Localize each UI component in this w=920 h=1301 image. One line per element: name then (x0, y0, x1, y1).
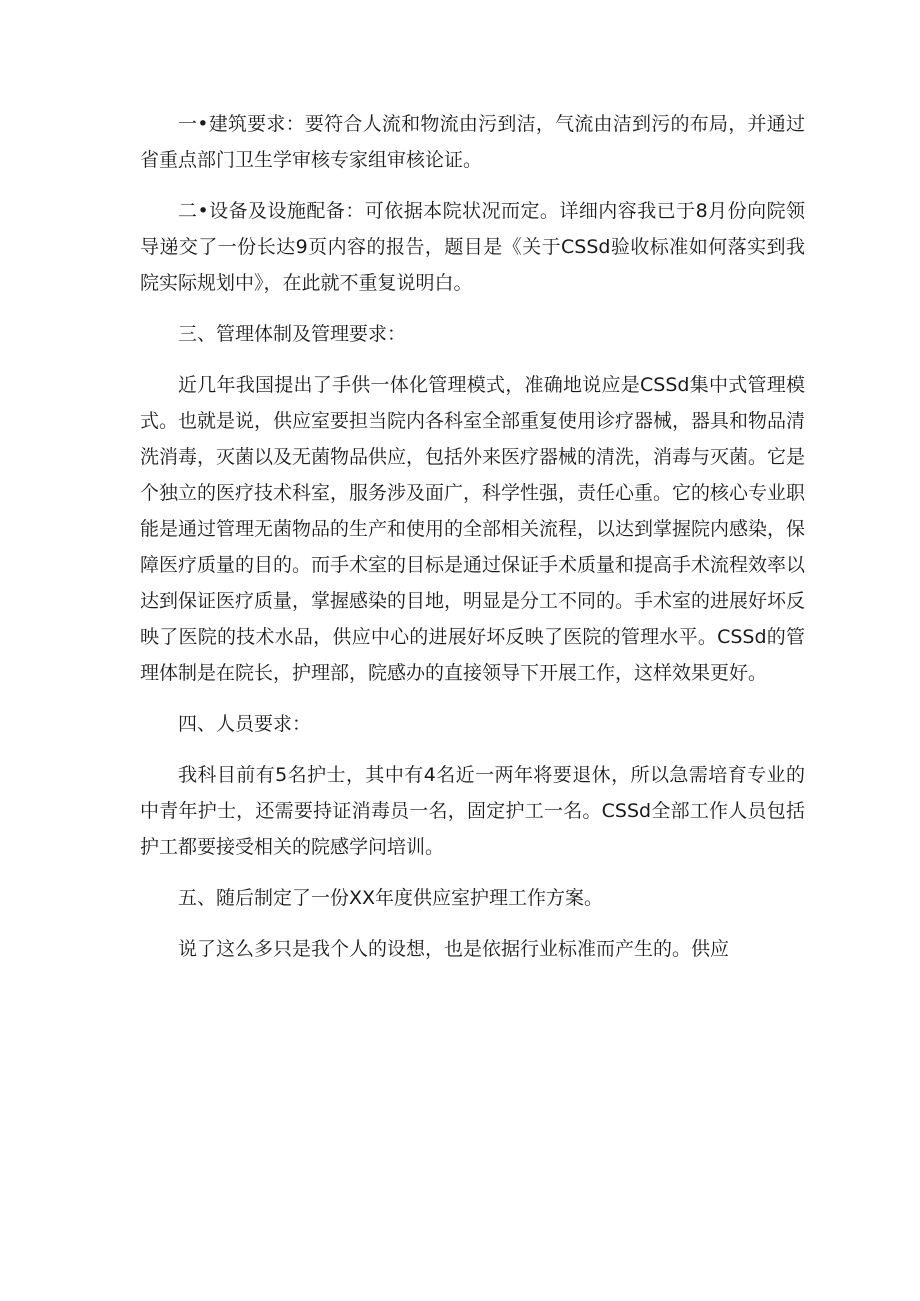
paragraph-building-requirements: 一•建筑要求：要符合人流和物流由污到洁，气流由洁到污的布局，并通过省重点部门卫生学审核专家组审核论证。 (140, 113, 805, 171)
document-body (140, 106, 805, 982)
paragraph-closing: 说了这么多只是我个人的设想，也是依据行业标准而产生的。供应 (178, 938, 730, 960)
paragraph-management-model: 近几年我国提出了手供一体化管理模式，准确地说应是CSSd集中式管理模式。也就是说，供应室要担当院内各科室全部重复使用诊疗器械，器具和物品清洗消毒，灭菌以及无菌物品供应，包括外来医疗器械的清洗，消毒与灭菌。它是个独立的医疗技术科室，服务涉及面广，科学性强，责任心重。它的核心专业职能是通过管理无菌物品的生产和使用的全部相关流程，以达到掌握院内感染，保障医疗质量的目的。而手术室的目标是通过保证手术质量和提高手术流程效率以达到保证医疗质量，掌握感染的目地，明显是分工不同的。手术室的进展好坏反映了医院的技术水品，供应中心的进展好坏反映了医院的管理水平。CSSd的管理体制是在院长，护理部，院感办的直接领导下开展工作，这样效果更好。 (140, 374, 806, 684)
paragraph-staff: 我科目前有5名护士，其中有4名近一两年将要退休，所以急需培育专业的中青年护士，还需要持证消毒员一名，固定护工一名。CSSd全部工作人员包括护工都要接受相关的院感学问培训。 (140, 764, 805, 858)
paragraph-work-plan: 五、随后制定了一份XX年度供应室护理工作方案。 (178, 887, 604, 909)
paragraph-equipment: 二•设备及设施配备：可依据本院状况而定。详细内容我已于8月份向院领导递交了一份长达9页内容的报告，题目是《关于CSSd验收标准如何落实到我院实际规划中》，在此就不重复说明白。 (140, 200, 805, 294)
heading-staff-requirements: 四、人员要求： (178, 713, 312, 735)
heading-management-system: 三、管理体制及管理要求： (178, 323, 407, 345)
